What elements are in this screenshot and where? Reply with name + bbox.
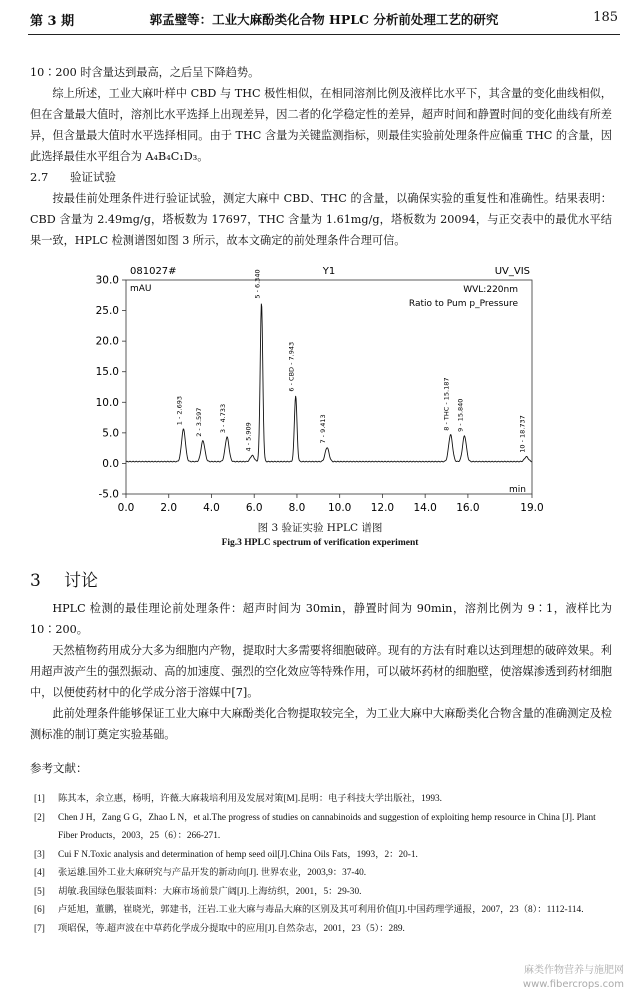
reference-item — [30, 846, 614, 865]
reference-item — [30, 864, 614, 883]
x-tick-label: 4.0 — [203, 502, 220, 514]
reference-text: Chen J H，Zang G G，Zhao L N，et al.The progress of studies on cannabinoids and suggestion of exploiting hemp resource in China [J]. Plant Fiber Products，2003，25（6）：266-271. — [58, 812, 596, 841]
peak-label: 9 - 15.840 — [456, 398, 465, 432]
reference-text: Cui F N.Toxic analysis and determination of hemp seed oil[J].China Oils Fats，1993，2：20-1. — [58, 849, 418, 860]
reference-item — [30, 790, 614, 809]
peak-label: 6 - CBD - 7.943 — [287, 341, 296, 392]
y-tick-label: 0.0 — [102, 457, 119, 470]
reference-item — [30, 920, 614, 939]
issue-number: 第 3 期 — [30, 14, 75, 29]
x-tick-label: 10.0 — [327, 502, 352, 514]
reference-number: [1] — [34, 794, 45, 804]
references-heading: 参考文献： — [30, 761, 88, 775]
section-3-title: 讨论 — [64, 571, 98, 591]
y-tick-label: 25.0 — [95, 305, 119, 318]
reference-item — [30, 901, 614, 920]
reference-number: [4] — [34, 868, 45, 878]
running-title: 郭孟璧等：工业大麻酚类化合物 HPLC 分析前处理工艺的研究 — [149, 12, 499, 27]
peak-label: 4 - 5.909 — [244, 422, 253, 452]
reference-number: [3] — [34, 849, 45, 860]
x-tick-label: 16.0 — [456, 502, 480, 514]
chart-sample-id: 081027# — [130, 266, 177, 277]
y-axis-unit: mAU — [130, 284, 152, 294]
section-title: 验证试验 — [70, 170, 116, 184]
y-tick-label: 20.0 — [95, 335, 119, 348]
reference-text: 卢延旭，董鹏，崔晓光，郭建书，汪岩.工业大麻与毒品大麻的区别及其可利用价值[J].中国药理学通报，2007，23（8）：1112-114. — [58, 905, 584, 915]
reference-text: 胡敏.我国绿色服装面料：大麻市场前景广阔[J].上海纺织，2001，5：29-30. — [58, 886, 362, 897]
signal-trace — [126, 304, 532, 462]
y-tick-label: 5.0 — [102, 427, 119, 440]
reference-text: 陈其本，余立惠，杨明，许薇.大麻栽培利用及发展对策[M].昆明：电子科技大学出版社，1993. — [58, 794, 443, 804]
watermark-line-1: 麻类作物营养与施肥网 — [524, 965, 624, 976]
annotation-ratio: Ratio to Pum p_Pressure — [408, 299, 518, 309]
figure-caption-en: Fig.3 HPLC spectrum of verification experiment — [221, 538, 419, 548]
paragraph-verification: 按最佳前处理条件进行验证试验，测定大麻中 CBD、THC 的含量，以确保实验的重复性和准确性。结果表明：CBD 含量为 2.49mg/g，塔板数为 17697，THC 含量为 1.61mg/g，塔板数为 20094，与正交表中的最优水平结果一致，HPLC 检测谱图如图 3 所示，故本文确定的前处理条件合理可信。 — [30, 192, 612, 247]
page-number: 185 — [593, 10, 618, 25]
x-tick-label: 19.0 — [520, 502, 544, 514]
y-tick-label: -5.0 — [98, 488, 119, 501]
x-tick-label: 2.0 — [160, 502, 178, 514]
x-tick-label: 8.0 — [288, 502, 306, 514]
reference-item — [30, 883, 614, 902]
peak-label: 2 - 3.597 — [194, 407, 203, 437]
y-tick-label: 30.0 — [95, 274, 119, 287]
reference-text: 张运雄.国外工业大麻研究与产品开发的新动向[J]. 世界农业，2003,9：37-40. — [58, 868, 367, 878]
reference-number: [7] — [34, 923, 45, 934]
chart-detector: UV_VIS — [494, 266, 530, 277]
x-tick-label: 6.0 — [245, 502, 263, 514]
peak-label: 7 - 9.413 — [319, 414, 328, 444]
y-tick-label: 15.0 — [95, 366, 119, 379]
paragraph-continued: 10∶200 时含量达到最高，之后呈下降趋势。 — [30, 66, 260, 79]
discussion-paragraph-2: 天然植物药用成分大多为细胞内产物，提取时大多需要将细胞破碎。现有的方法有时难以达到理想的破碎效果。利用超声波产生的强烈振动、高的加速度、强烈的空化效应等特殊作用，可以破坏药材的细胞壁，使溶媒渗透到药材细胞中，以便使药材中的化学成分溶于溶媒中[7]。 — [30, 644, 612, 699]
discussion-paragraph-3: 此前处理条件能够保证工业大麻中大麻酚类化合物提取较完全，为工业大麻中大麻酚类化合物含量的准确测定及检测标准的制订奠定实验基础。 — [30, 707, 612, 741]
reference-item — [30, 809, 614, 846]
discussion-text — [30, 598, 612, 745]
reference-text: 项昭保，等.超声波在中草药化学成分提取中的应用[J].自然杂志，2001，23（5）：289. — [58, 923, 405, 934]
reference-number: [5] — [34, 886, 45, 897]
section-number: 2.7 — [30, 170, 49, 184]
peak-label: 8 - THC - 15.187 — [442, 377, 451, 431]
x-tick-label: 12.0 — [370, 502, 395, 514]
peak-label: 10 - 18.737 — [518, 415, 527, 453]
reference-number: [2] — [34, 812, 45, 823]
x-tick-label: 14.0 — [413, 502, 437, 514]
section-3-heading — [30, 566, 98, 591]
reference-number: [6] — [34, 905, 45, 915]
peak-label: 3 - 4.733 — [219, 403, 228, 434]
annotation-wavelength: WVL:220nm — [463, 285, 518, 295]
x-tick-label: 0.0 — [117, 502, 135, 514]
section-3-number: 3 — [30, 571, 41, 591]
x-axis-unit: min — [509, 485, 526, 495]
discussion-paragraph-1: HPLC 检测的最佳理论前处理条件：超声时间为 30min，静置时间为 90min，溶剂比例为 9∶1，液样比为 10∶200。 — [30, 602, 612, 636]
peak-label: 1 - 2.693 — [175, 395, 184, 426]
paragraph-summary: 综上所述，工业大麻叶样中 CBD 与 THC 极性相似，在相同溶剂比例及液样比水平下，其含量的变化曲线相似，但在含量最大值时，溶剂比水平选择上出现差异，因二者的化学稳定性的差异，超声时间和静置时间的变化曲线有所差异，但含量最大值时水平选择相同。由于 THC 含量为关键监测指标，则最佳实验前处理条件应偏重 THC 的含量，因此选择最佳水平组合为 A₄B₄C₁D₃。 — [30, 87, 612, 163]
figure-caption-cn: 图 3 验证实验 HPLC 谱图 — [257, 522, 383, 534]
y-tick-label: 10.0 — [95, 396, 119, 409]
peak-label: 5 - 6.340 — [253, 269, 262, 299]
watermark — [523, 964, 624, 992]
reference-list — [30, 790, 614, 938]
chart-trace-name: Y1 — [322, 266, 336, 277]
watermark-line-2: www.fibercrops.com — [522, 979, 624, 990]
